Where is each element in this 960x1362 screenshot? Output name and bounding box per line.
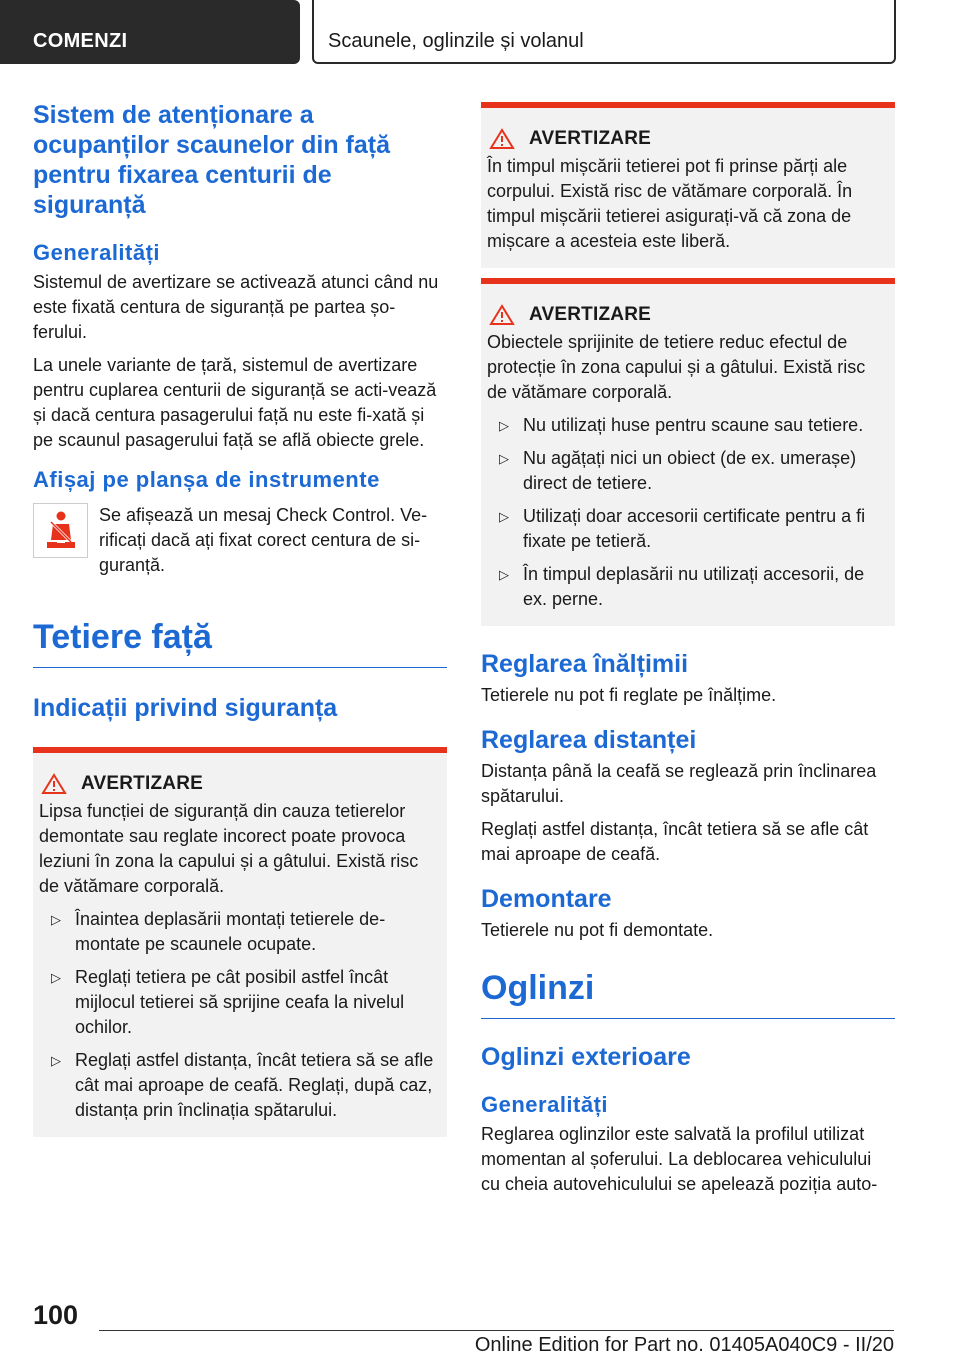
list-item: ▷ Nu utilizați huse pentru scaune sau tetiere.	[487, 413, 887, 438]
list-item: ▷ Utilizați doar accesorii certificate pentru a fi fixate pe tetieră.	[499, 506, 866, 551]
remove-text: Tetierele nu pot fi demontate.	[481, 920, 714, 940]
warning-text: Obiectele sprijinite de tetiere reduc efectul de protecție în zona capului și a gâtului. Există risc de vătămare corporală.	[487, 332, 866, 402]
distance-heading: Reglarea distanței	[481, 726, 697, 754]
distance-paragraph-1: Distanța până la ceafă se reglează prin înclinarea spătarului.	[481, 761, 877, 806]
triangle-bullet-icon: ▷	[51, 912, 61, 927]
triangle-bullet-icon: ▷	[51, 970, 61, 985]
left-column	[33, 100, 447, 1137]
warning-title	[41, 773, 439, 795]
triangle-bullet-icon: ▷	[499, 451, 509, 466]
general-paragraph-1: Sistemul de avertizare se activează atunci când nu este fixată centura de siguranță pe partea șo-ferului.	[33, 272, 439, 342]
warning-bullets	[39, 907, 439, 1123]
distance-paragraph-2: Reglați astfel distanța, încât tetiera să se afle cât mai aproape de ceafă.	[481, 819, 869, 864]
exterior-mirrors-heading: Oglinzi exterioare	[481, 1043, 691, 1071]
warning-box	[481, 102, 895, 268]
warning-triangle-icon	[41, 773, 67, 795]
page-number: 100	[33, 1300, 79, 1330]
display-heading: Afișaj pe planșa de instrumente	[33, 467, 380, 492]
triangle-bullet-icon: ▷	[51, 1053, 61, 1068]
warning-title-text: AVERTIZARE	[529, 304, 651, 325]
chapter-tab: COMENZI	[0, 0, 300, 64]
seatbelt-warning-icon	[33, 503, 88, 558]
height-text: Tetierele nu pot fi reglate pe înălțime.	[481, 685, 777, 705]
warning-bullets	[487, 413, 887, 612]
remove-heading: Demontare	[481, 885, 612, 913]
edition-text: Online Edition for Part no. 01405A040C9 - II/20	[474, 1334, 894, 1356]
triangle-bullet-icon: ▷	[499, 509, 509, 524]
belt-warning-title: Sistem de atenționare a ocupanților scaunelor din față pentru fixarea centurii de siguranță	[33, 101, 390, 219]
list-item: ▷ Înaintea deplasării montați tetierele de-montate pe scaunele ocupate.	[51, 909, 386, 954]
check-control-message	[33, 503, 447, 578]
triangle-bullet-icon: ▷	[499, 567, 509, 582]
footer-divider	[99, 1330, 894, 1331]
list-item: ▷ Reglați tetiera pe cât posibil astfel încât mijlocul tetierei să sprijine ceafa la nivelul ochilor.	[51, 967, 405, 1037]
warning-title	[489, 304, 887, 326]
general-paragraph-2: La unele variante de țară, sistemul de avertizare pentru cuplarea centurii de siguranță se acti-vează și dacă centura pasagerului față nu este fi-xată și pe scaunul pasagerului față se află obiecte grele.	[33, 355, 437, 450]
mirrors-title: Oglinzi	[481, 969, 895, 1019]
triangle-bullet-icon: ▷	[499, 418, 509, 433]
warning-text: Lipsa funcției de siguranță din cauza tetierelor demontate sau reglate incorect poate provoca leziuni în zona la capului și a gâtului. Există risc de vătămare corporală.	[39, 801, 419, 896]
warning-box	[33, 747, 447, 1137]
page-footer	[0, 1296, 960, 1362]
warning-triangle-icon	[489, 304, 515, 326]
page-header	[0, 0, 960, 66]
general-heading: Generalități	[33, 240, 161, 265]
safety-heading: Indicații privind siguranța	[33, 694, 338, 722]
list-item: ▷ Reglați astfel distanța, încât tetiera să se afle cât mai aproape de ceafă. Reglați, după caz, distanța prin înclinația spătarului.	[51, 1050, 434, 1120]
warning-title-text: AVERTIZARE	[81, 773, 203, 794]
exterior-general-heading: Generalități	[481, 1092, 609, 1117]
warning-box	[481, 278, 895, 626]
warning-text: În timpul mișcării tetierei pot fi prinse părți ale corpului. Există risc de vătămare corporală. În timpul mișcării tetierei asigurați-vă că zona de mișcare a acesteia este liberă.	[487, 156, 853, 251]
section-title: Scaunele, oglinzile și volanul	[312, 0, 896, 64]
exterior-text: Reglarea oglinzilor este salvată la profilul utilizat momentan al șoferului. La deblocarea vehiculului cu cheia autovehiculului se apelează poziția auto-	[481, 1124, 878, 1194]
warning-title	[489, 128, 887, 150]
list-item: ▷ Nu agățați nici un obiect (de ex. umerașe) direct de tetiere.	[499, 448, 857, 493]
warning-triangle-icon	[489, 128, 515, 150]
right-column	[481, 102, 895, 1197]
headrest-title: Tetiere față	[33, 618, 447, 668]
height-heading: Reglarea înălțimii	[481, 650, 689, 678]
warning-title-text: AVERTIZARE	[529, 128, 651, 149]
display-text: Se afișează un mesaj Check Control. Ve-rificați dacă ați fixat corect centura de si-guranță.	[99, 505, 428, 575]
list-item: ▷ În timpul deplasării nu utilizați accesorii, de ex. perne.	[499, 564, 865, 609]
